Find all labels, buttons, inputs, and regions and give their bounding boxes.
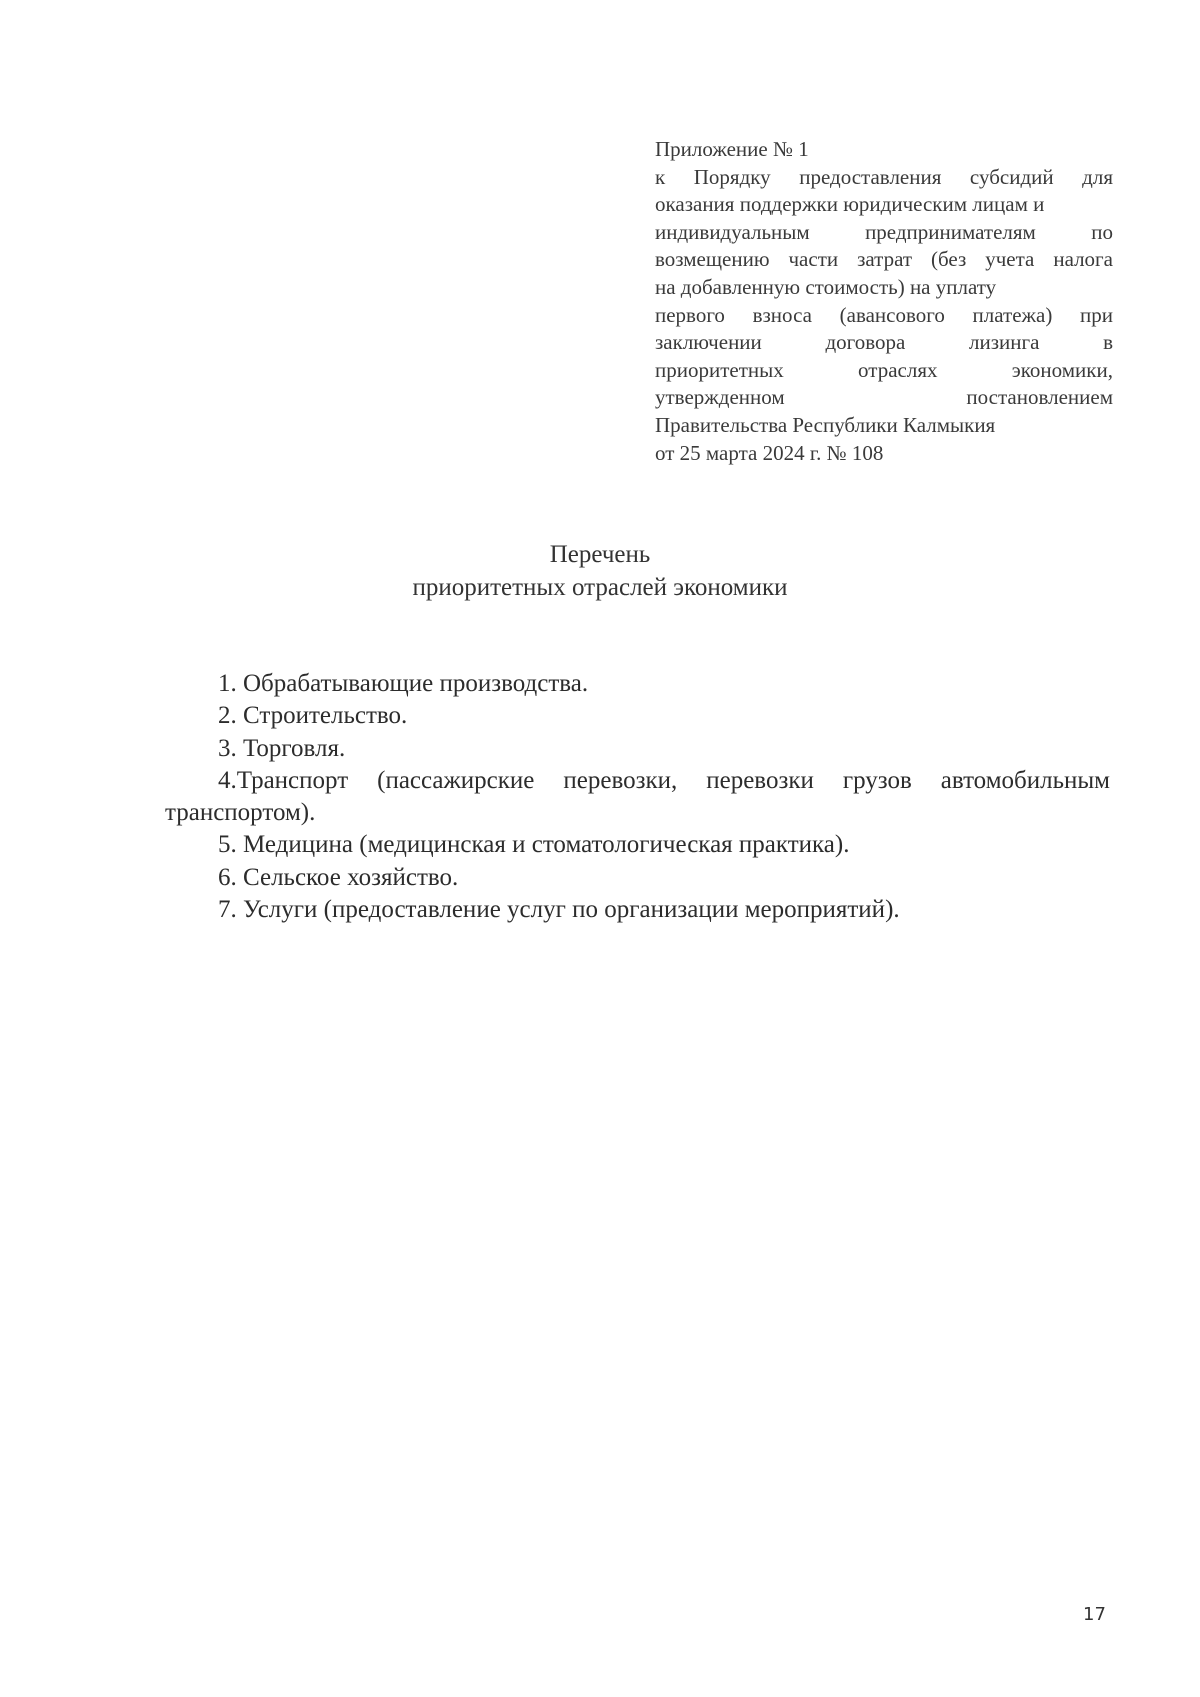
appendix-line: Правительства Республики Калмыкия	[655, 412, 996, 437]
appendix-line: утвержденном постановлением	[655, 385, 1113, 410]
appendix-line: оказания поддержки юридическим лицам и	[655, 192, 1045, 217]
appendix-line: от 25 марта 2024 г. № 108	[655, 440, 884, 465]
list-item: 3. Торговля.	[218, 734, 346, 762]
list-item: 2. Строительство.	[218, 702, 408, 730]
appendix-line: индивидуальным предпринимателям по	[655, 219, 1113, 244]
industries-list	[165, 668, 1110, 926]
appendix-line: первого взноса (авансового платежа) при	[655, 302, 1113, 327]
list-item: 6. Сельское хозяйство.	[218, 863, 459, 891]
list-item: 5. Медицина (медицинская и стоматологическая практика).	[218, 831, 850, 859]
appendix-line: возмещению части затрат (без учета налога	[655, 247, 1113, 272]
appendix-block	[655, 136, 1113, 467]
list-item: 4.Транспорт (пассажирские перевозки, перевозки грузов автомобильным транспортом).	[165, 766, 1110, 827]
list-item: 7. Услуги (предоставление услуг по организации мероприятий).	[218, 896, 900, 924]
appendix-line: заключении договора лизинга в	[655, 330, 1113, 355]
appendix-line: приоритетных отраслях экономики,	[655, 357, 1113, 382]
document-subtitle: приоритетных отраслей экономики	[412, 574, 788, 601]
page-number: 17	[1083, 1604, 1106, 1625]
appendix-line: к Порядку предоставления субсидий для	[655, 164, 1113, 189]
list-item: 1. Обрабатывающие производства.	[218, 670, 589, 697]
appendix-heading: Приложение № 1	[655, 137, 809, 161]
appendix-line: на добавленную стоимость) на уплату	[655, 274, 997, 299]
document-title: Перечень	[549, 541, 651, 568]
